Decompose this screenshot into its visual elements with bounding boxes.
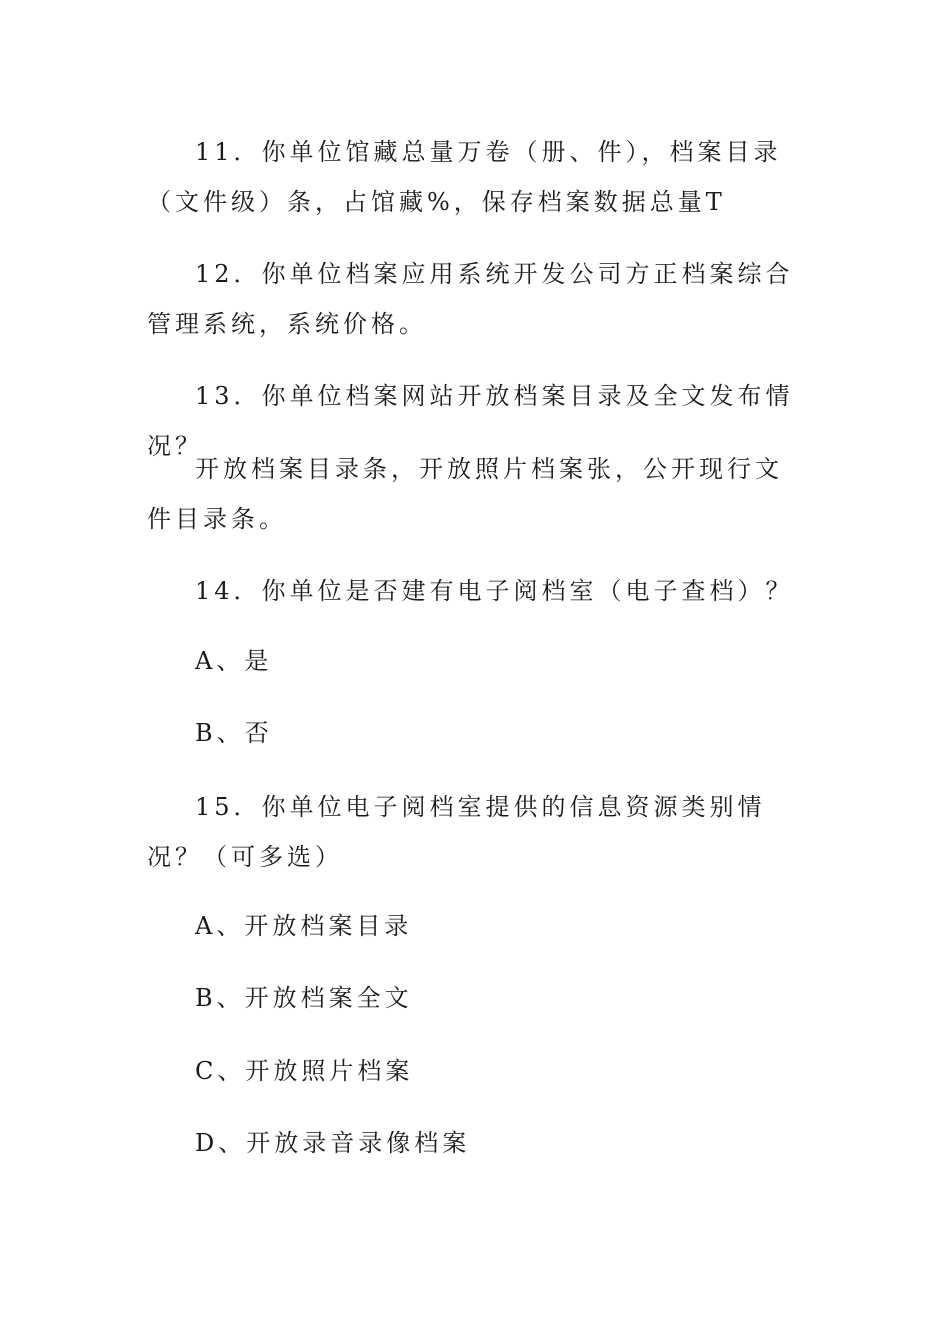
question-13: 13．你单位档案网站开放档案目录及全文发布情况？ — [147, 382, 794, 460]
question-15: 15．你单位电子阅档室提供的信息资源类别情况？（可多选） — [147, 793, 766, 871]
question-15-option-c: C、开放照片档案 — [195, 1057, 414, 1085]
question-13-answer: 开放档案目录条，开放照片档案张，公开现行文件目录条。 — [147, 455, 783, 533]
question-14: 14．你单位是否建有电子阅档室（电子查档）？ — [195, 577, 794, 605]
question-15-option-b: B、开放档案全文 — [195, 984, 413, 1012]
question-11: 11．你单位馆藏总量万卷（册、件），档案目录（文件级）条，占馆藏%，保存档案数据总量T — [147, 138, 782, 216]
question-15-option-a: A、开放档案目录 — [195, 912, 413, 940]
question-12: 12．你单位档案应用系统开发公司方正档案综合管理系统，系统价格。 — [147, 260, 794, 338]
question-15-option-d: D、开放录音录像档案 — [195, 1129, 471, 1157]
question-14-option-b: B、否 — [195, 719, 273, 747]
question-14-option-a: A、是 — [195, 647, 273, 675]
